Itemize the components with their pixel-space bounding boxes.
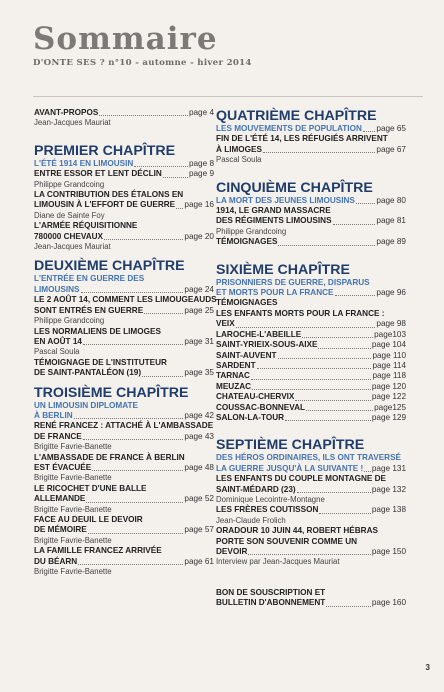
toc-entry[interactable]: ET MORTS POUR LA FRANCE page 96 <box>216 288 406 298</box>
author: Jean-Jacques Mauriat <box>34 118 111 128</box>
author: Brigitte Favrie-Banette <box>34 504 112 514</box>
toc-entry[interactable]: AVANT-PROPOS page 4 <box>34 108 214 117</box>
chapter-subtitle: PRISONNIERS DE GUERRE, DISPARUS <box>216 277 370 287</box>
toc-entry[interactable]: SALON-LA-TOUR page 129 <box>216 412 406 422</box>
toc-entry[interactable]: DE SAINT-PANTALÉON (19) page 35 <box>34 368 214 378</box>
toc-entry[interactable]: LIMOUSINS page 24 <box>34 284 214 294</box>
toc-entry[interactable]: SAINT-MÉDARD (23) page 132 <box>216 484 406 494</box>
toc-entry[interactable]: TARNAC page 118 <box>216 371 406 381</box>
author: Pascal Soula <box>34 347 80 357</box>
issue-subtitle: D'ONTE SES ? n°10 - automne - hiver 2014 <box>33 58 252 68</box>
chapter-2-title: DEUXIÈME CHAPÎTRE <box>34 258 185 275</box>
left-column <box>34 108 217 577</box>
toc-entry[interactable]: DE FRANCE page 43 <box>34 431 214 441</box>
toc-entry[interactable]: COUSSAC-BONNEVAL page125 <box>216 402 406 412</box>
chapter-subtitle: DES HÉROS ORDINAIRES, ILS ONT TRAVERSÉ <box>216 453 401 463</box>
toc-entry[interactable]: SAINT-YRIEIX-SOUS-AIXE page 104 <box>216 340 406 350</box>
toc-entry[interactable]: LES FRÈRES COUTISSON page 138 <box>216 505 406 515</box>
author: Philippe Grandcoing <box>34 316 105 326</box>
masthead <box>33 22 252 68</box>
entry-line: LE RICOCHET D'UNE BALLE <box>34 483 147 493</box>
toc-entry[interactable]: MEUZAC page 120 <box>216 381 406 391</box>
header-divider <box>33 96 423 97</box>
toc-entry[interactable]: LA GUERRE JUSQU'À LA SUIVANTE ! page 131 <box>216 463 406 473</box>
toc-entry[interactable]: À BERLIN page 42 <box>34 410 214 420</box>
chapter-4-title: QUATRIÈME CHAPÎTRE <box>216 108 377 124</box>
toc-entry[interactable]: DEVOIR page 150 <box>216 547 406 556</box>
toc-entry[interactable]: SAINT-AUVENT page 110 <box>216 350 406 360</box>
toc-entry[interactable]: EST ÉVACUÉE page 48 <box>34 462 214 472</box>
chapter-subtitle: UN LIMOUSIN DIPLOMATE <box>34 400 139 410</box>
toc-entry[interactable]: L'ÉTÉ 1914 EN LIMOUSIN page 8 <box>34 158 214 168</box>
toc-entry[interactable]: BULLETIN D'ABONNEMENT page 160 <box>216 598 406 608</box>
entry-line: LE 2 AOÛT 14, COMMENT LES LIMOUGEAUDS <box>34 295 217 305</box>
author: Brigitte Favrie-Banette <box>34 442 112 452</box>
author: Interview par Jean-Jacques Mauriat <box>216 557 340 567</box>
toc-entry[interactable]: LA MORT DES JEUNES LIMOUSINS page 80 <box>216 195 406 205</box>
entry-line: L'ARMÉE RÉQUISITIONNE <box>34 221 138 231</box>
toc-entry[interactable]: 780000 CHEVAUX page 20 <box>34 231 214 241</box>
entry-line: LES ENFANTS DU COUPLE MONTAGNE DE <box>216 474 386 484</box>
author: Philippe Grandcoing <box>34 179 105 189</box>
entry-line: BON DE SOUSCRIPTION ET <box>216 587 326 597</box>
chapter-7-title: SEPTIÈME CHAPÎTRE <box>216 437 365 454</box>
entry-line: L'AMBASSADE DE FRANCE À BERLIN <box>34 452 185 462</box>
toc-entry[interactable]: ENTRE ESSOR ET LENT DÉCLIN page 9 <box>34 169 214 179</box>
entry-line: LA FAMILLE FRANCEZ ARRIVÉE <box>34 546 162 556</box>
toc-entry[interactable]: À LIMOGES page 67 <box>216 144 406 154</box>
toc-entry[interactable]: SONT ENTRÉS EN GUERRE page 25 <box>34 305 214 315</box>
entry-line: FACE AU DEUIL LE DEVOIR <box>34 515 143 524</box>
chapter-6-title: SIXIÈME CHAPÎTRE <box>216 261 351 278</box>
entry-line: 1914, LE GRAND MASSACRE <box>216 206 331 216</box>
toc-entry[interactable]: SARDENT page 114 <box>216 360 406 370</box>
page-title: Sommaire <box>33 21 218 57</box>
chapter-3-title: TROISIÈME CHAPÎTRE <box>34 384 189 401</box>
author: Pascal Soula <box>216 155 262 165</box>
author: Jean-Jacques Mauriat <box>34 242 111 252</box>
toc-entry[interactable]: LES MOUVEMENTS DE POPULATION page 65 <box>216 124 406 133</box>
toc-entry[interactable]: TÉMOIGNAGES page 89 <box>216 237 406 247</box>
page-number: 3 <box>425 663 430 672</box>
toc-entry[interactable]: VEIX page 98 <box>216 319 406 329</box>
toc-entry[interactable]: LAROCHE-L'ABEILLE page103 <box>216 329 406 339</box>
toc-entry[interactable]: DU BÉARN page 61 <box>34 556 214 566</box>
entry-line: LA CONTRIBUTION DES ÉTALONS EN <box>34 190 184 200</box>
entry-line: RENÉ FRANCEZ : ATTACHÉ À L'AMBASSADE <box>34 421 214 431</box>
entry-line: TÉMOIGNAGE DE L'INSTITUTEUR <box>34 357 167 367</box>
author: Brigitte Favrie-Banette <box>34 473 112 483</box>
chapter-5-title: CINQUIÈME CHAPÎTRE <box>216 179 373 196</box>
author: Dominique Lecointre-Montagne <box>216 494 325 504</box>
entry-line: LES ENFANTS MORTS POUR LA FRANCE : <box>216 308 385 318</box>
author: Brigitte Favrie-Banette <box>34 567 112 577</box>
entry-line: LES NORMALIENS DE LIMOGES <box>34 326 161 336</box>
right-column <box>216 108 406 609</box>
toc-entry[interactable]: DE MÉMOIRE page 57 <box>34 525 214 535</box>
entry-line: PORTE SON SOUVENIR COMME UN <box>216 536 358 546</box>
chapter-1-title: PREMIER CHAPÎTRE <box>34 142 176 159</box>
author: Brigitte Favrie-Banette <box>34 535 112 545</box>
toc-entry[interactable]: LIMOUSIN À L'EFFORT DE GUERRE page 16 <box>34 200 214 210</box>
author: Philippe Grandcoing <box>216 226 287 236</box>
author: Jean-Claude Frolich <box>216 515 286 525</box>
entry-line: ORADOUR 10 JUIN 44, ROBERT HÉBRAS <box>216 526 378 536</box>
toc-entry[interactable]: ALLEMANDE page 52 <box>34 494 214 504</box>
toc-entry[interactable]: EN AOÛT 14 page 31 <box>34 336 214 346</box>
entry-line: FIN DE L'ÉTÉ 14, LES RÉFUGIÉS ARRIVENT <box>216 134 388 144</box>
chapter-subtitle: L'ENTRÉE EN GUERRE DES <box>34 274 145 284</box>
toc-entry[interactable]: DES RÉGIMENTS LIMOUSINS page 81 <box>216 216 406 226</box>
toc-entry[interactable]: CHATEAU-CHERVIX page 122 <box>216 392 406 402</box>
author: Diane de Sainte Foy <box>34 210 105 220</box>
entry-line: TÉMOIGNAGES <box>216 298 278 308</box>
